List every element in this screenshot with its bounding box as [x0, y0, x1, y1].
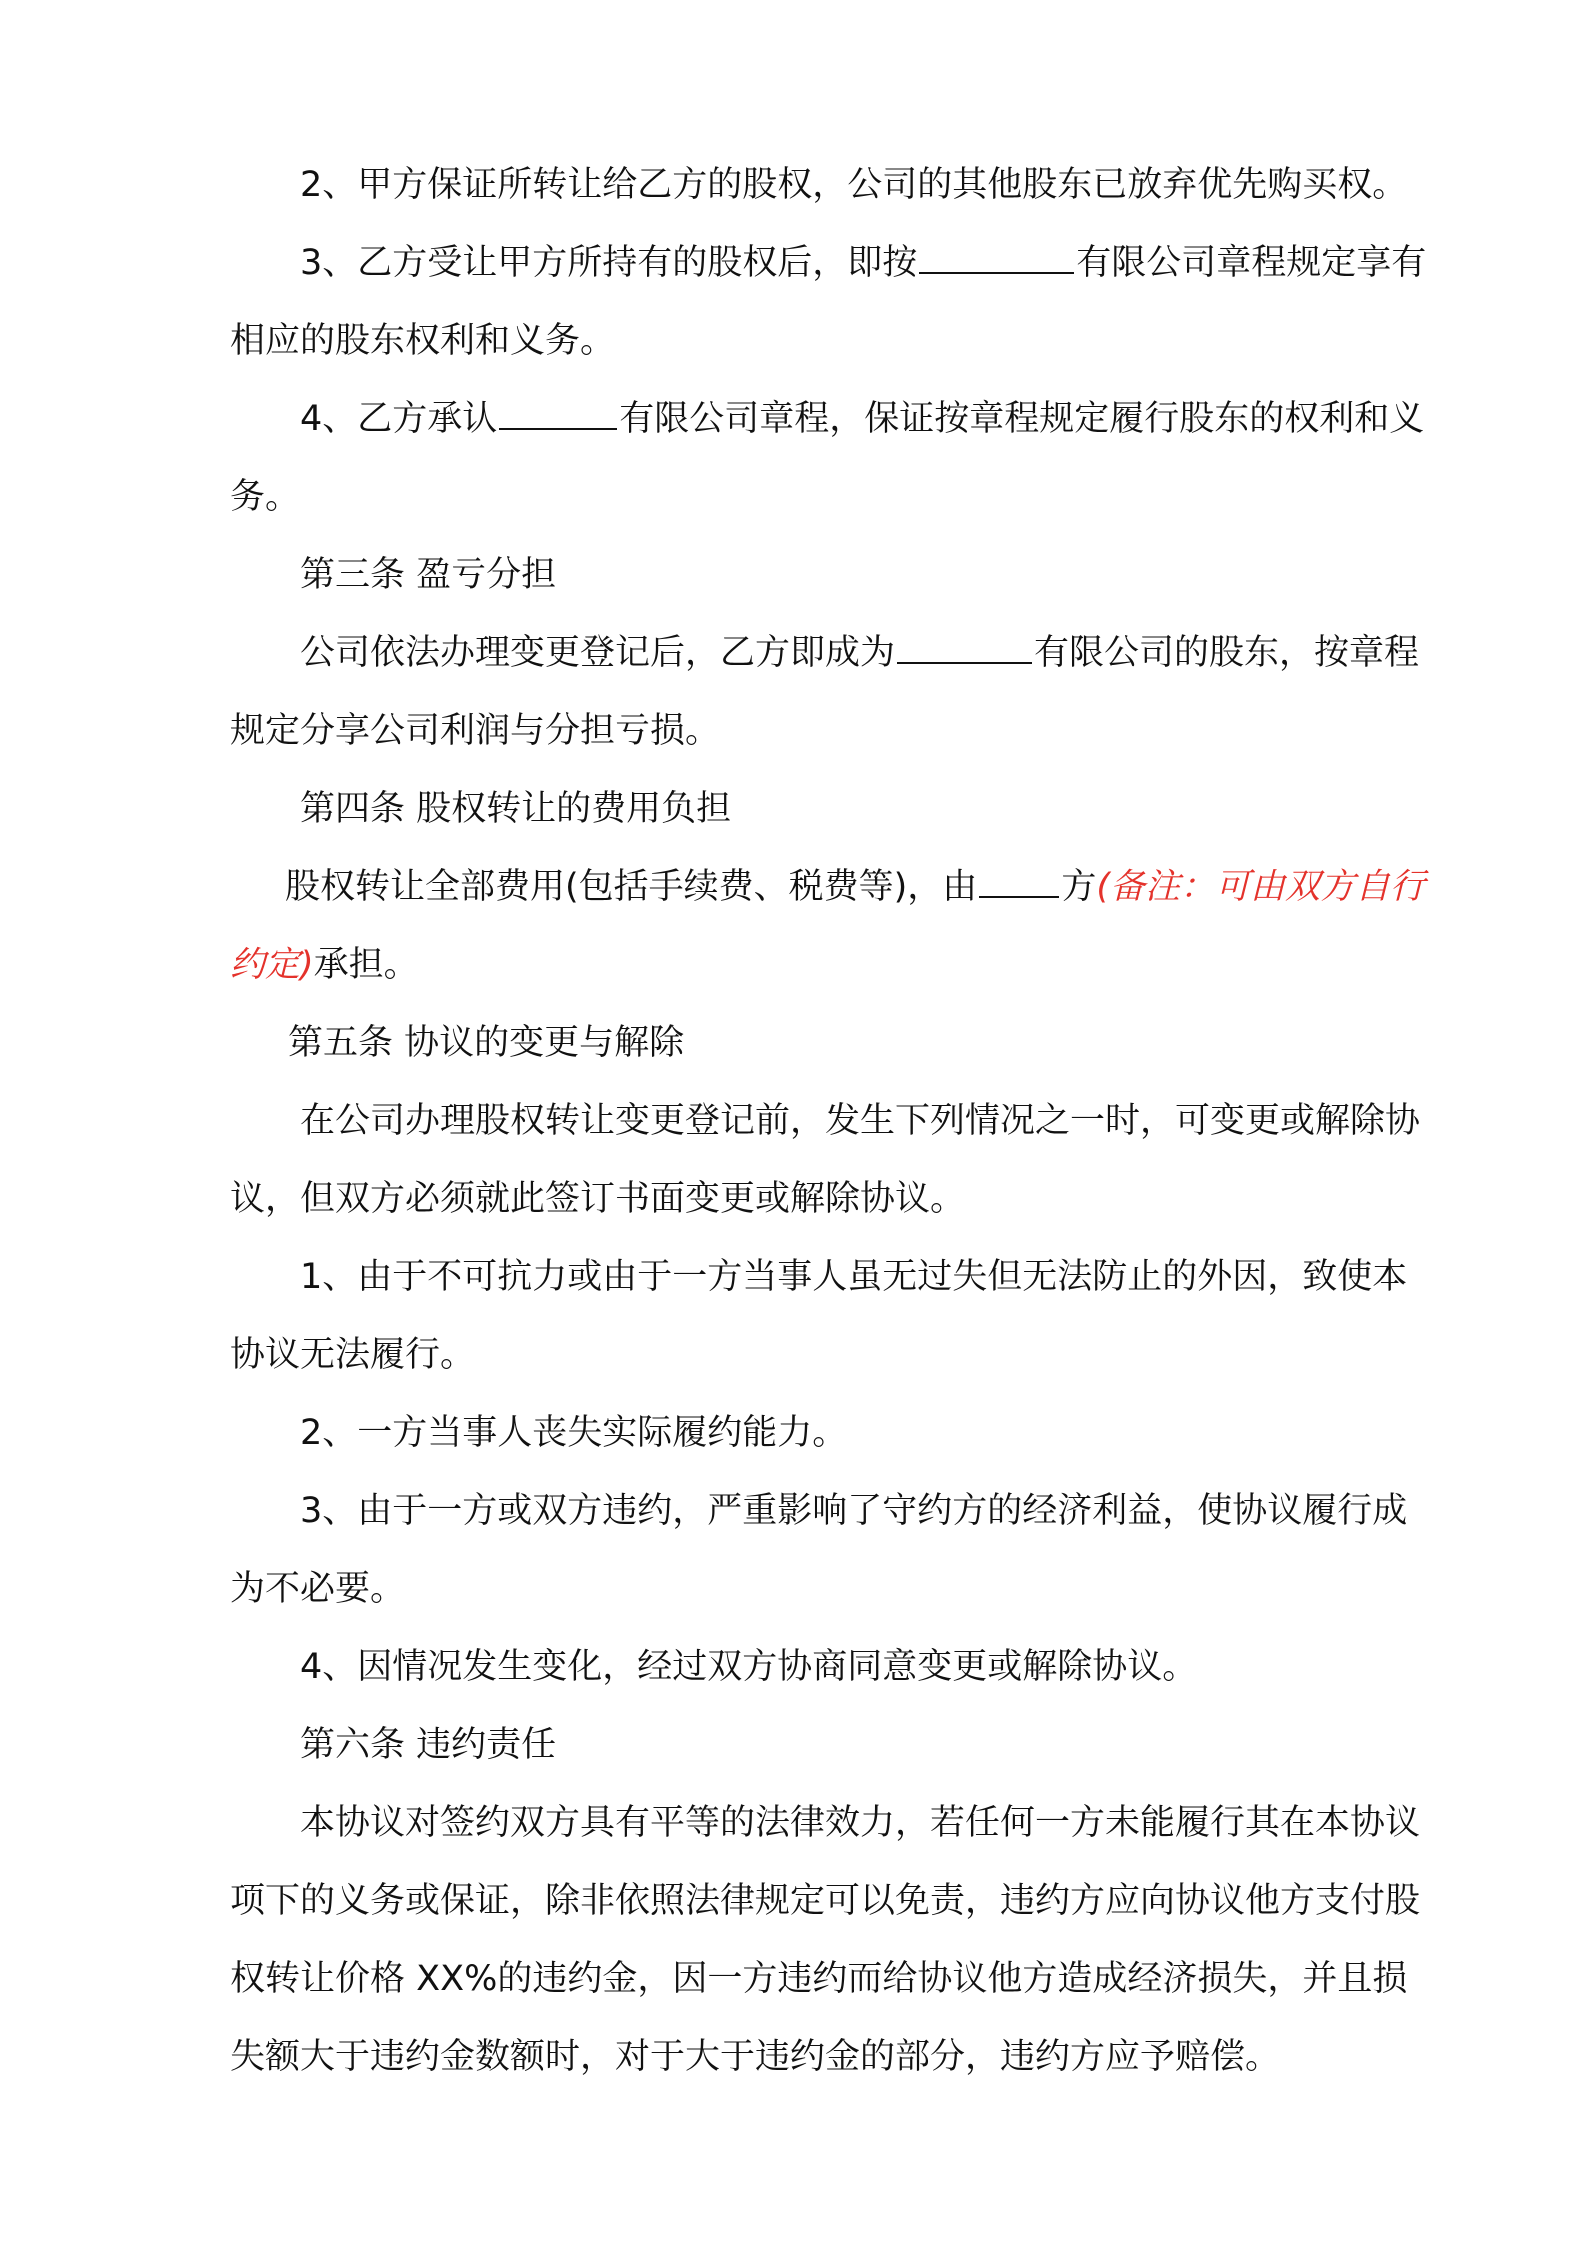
clause-2-item-2: [230, 146, 1440, 224]
article-4-body: [230, 848, 1440, 1004]
clause-text: 股权转让全部费用(包括手续费、税费等)，由: [285, 867, 978, 907]
article-5-item-3: 3、由于一方或双方违约，严重影响了守约方的经济利益，使协议履行成为不必要。: [230, 1491, 1408, 1609]
article-4-heading: 第四条 股权转让的费用负担: [300, 789, 732, 829]
article-5-item-4: 4、因情况发生变化，经过双方协商同意变更或解除协议。: [300, 1647, 1198, 1687]
clause-text: 方: [1061, 867, 1097, 907]
article-5-item-1: 1、由于不可抗力或由于一方当事人虽无过失但无法防止的外因，致使本协议无法履行。: [230, 1257, 1408, 1375]
clause-body: [230, 146, 1440, 2096]
clause-text: 4、乙方承认: [300, 399, 498, 439]
article-6-body: 本协议对签约双方具有平等的法律效力，若任何一方未能履行其在本协议项下的义务或保证，除非依照法律规定可以免责，违约方应向协议他方支付股权转让价格 XX%的违约金，因一方违约而给协议他方造成经济损失，并且损失额大于违约金数额时，对于大于违约金的部分，违约方应予赔偿。: [230, 1803, 1421, 2077]
clause-text: 有限公司章程规定享有相应的股东权利和义务。: [230, 243, 1427, 361]
fill-in-blank: [919, 235, 1074, 274]
fill-in-blank: [897, 625, 1032, 664]
article-6-heading: 第六条 违约责任: [300, 1725, 557, 1765]
clause-text: 有限公司的股东，按章程规定分享公司利润与分担亏损。: [230, 633, 1420, 751]
clause-2-item-3: [230, 224, 1440, 380]
clause-text: 3、乙方受让甲方所持有的股权后，即按: [300, 243, 918, 283]
fill-in-blank: [499, 391, 617, 430]
remark-note: (备注：可由双方自行约定): [230, 867, 1425, 985]
article-5-item-2: 2、一方当事人丧失实际履约能力。: [300, 1413, 848, 1453]
clause-text: 承担。: [313, 945, 419, 985]
clause-text: 有限公司章程，保证按章程规定履行股东的权利和义务。: [230, 399, 1425, 517]
article-5-heading: 第五条 协议的变更与解除: [288, 1023, 685, 1063]
article-3-heading: 第三条 盈亏分担: [300, 555, 557, 595]
article-3-body: [230, 614, 1440, 770]
clause-text: 2、甲方保证所转让给乙方的股权，公司的其他股东已放弃优先购买权。: [300, 165, 1408, 205]
article-5-body: 在公司办理股权转让变更登记前，发生下列情况之一时，可变更或解除协议，但双方必须就此签订书面变更或解除协议。: [230, 1101, 1421, 1219]
clause-2-item-4: [230, 380, 1440, 536]
fill-in-blank: [979, 859, 1059, 898]
clause-text: 公司依法办理变更登记后，乙方即成为: [300, 633, 896, 673]
